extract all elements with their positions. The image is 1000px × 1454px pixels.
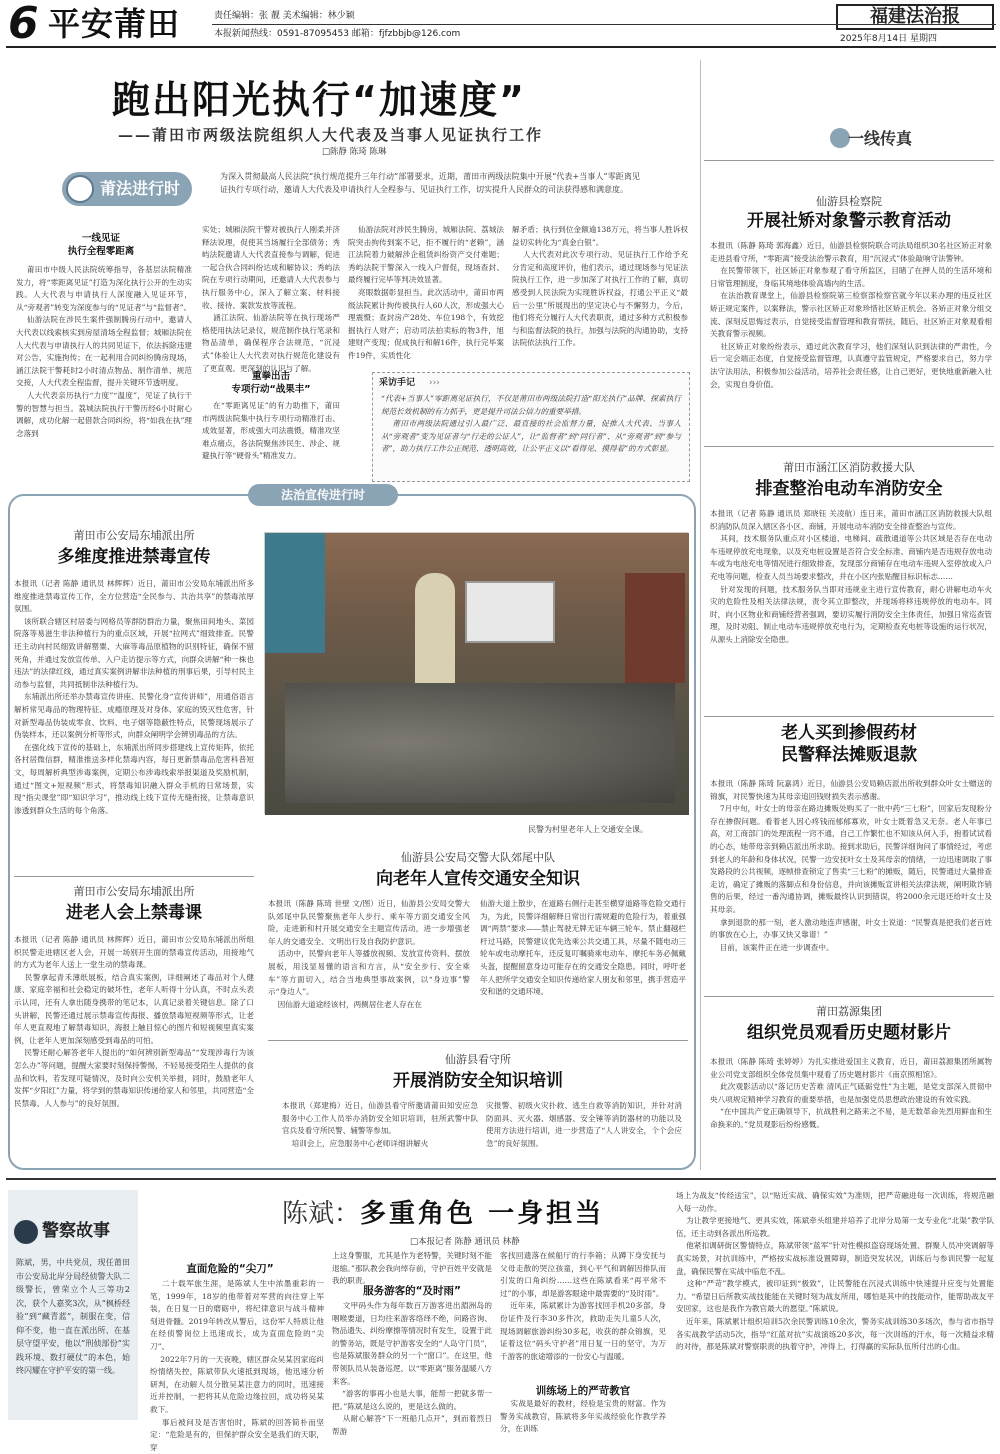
court-badge bbox=[62, 172, 192, 206]
interview-notes-title: 采访手记 bbox=[379, 378, 416, 388]
article1-title: 开展社矫对象警示教育活动 bbox=[747, 211, 951, 231]
police-officer-figure bbox=[415, 573, 455, 693]
hotline-line: 本报新闻热线：0591-87095453 邮箱：fjfzbbjb@126.com bbox=[214, 29, 461, 39]
b3-body-col2: 仙游大道上散步，在道路右侧行走甚至横穿道路等危险交通行为，为此，民警详细解释日常出行需规避的危险行为，着重强调“两禁”要求——禁止驾驶无牌无证车辆三轮车、禁止翻越栏杆过马路，民警建议优先选乘公共交通工具，尽量不随电动三轮车或电动摩托车，还反复叮嘱骑乘电动车、摩托车务必佩戴头盔，提醒留意身边可能存在的交通安全隐患。同时，呼吁老年人把所学交通安全知识传递给家人朋友和邻里，携手营造平安和谐的交通环境。 bbox=[480, 899, 686, 997]
feature-col2: 文甲码头作为每年数百万游客进出湄洲岛的咽喉要道，日均往来游客络绎不绝，问路咨询、物品遗失、纠纷摩擦等情况时有发生，设置于此的警务站，既是守护游客安全的“人岛守门员”，也是陈斌服务群众的另一个“窗口”。在这里，他带领队员从装备巡逻、以“零距离”服务温暖八方来客。 “游客的事再小也是大事，能帮一把就多帮一把。”陈斌是这么说的，更是这么做的。 从耐心解答“下一班船几点开”，到而着烈日帮游 bbox=[332, 1301, 493, 1436]
projection-screen bbox=[465, 581, 555, 643]
feature-col3-tail: 实战是最好的教材，经验是宝贵的财富。作为警务实战教官，陈斌将多年实战经验化作教学养分，在训练 bbox=[500, 1399, 667, 1434]
interview-notes-text: “代表+当事人”零距离见证执行，不仅是莆田市两级法院打造“阳光执行”品牌、探索执行规范长效机制的有力抓手，更是提升司法公信力的重要举措。 莆田市两级法院通过引入最广泛、最直接的社会监督力量，促推人大代表、当事人从“旁观者”变为见证者与“行走的公证人”，让“监督者”到“同行者”、从“旁观者”到“参与者”，助力执行工作公正规范、透明高效，让公平正义以“看得见、摸得着”的方式彰显。 bbox=[381, 394, 682, 454]
issue-date: 2025年8月14日 星期四 bbox=[840, 34, 937, 44]
feature-headline-name: 陈斌： bbox=[282, 1199, 361, 1229]
right-column-divider bbox=[700, 60, 701, 1170]
poster-board bbox=[265, 533, 325, 653]
court-emblem-icon bbox=[66, 175, 94, 203]
main-col4: 解矛盾；执行到位金额逾138万元，将当事人胜诉权益切实转化为“真金白银”。 人大代表对此次专项行动、见证执行工作给予充分肯定和高度评价，他们表示，通过现场参与见证法院执行工作，进一步加深了对执行工作的了解，真切感受到人民法院为实现胜诉权益，打通公平正义“最后一公里”所展现出的坚定决心与不懈努力，今后，他们将充分履行人大代表职责，通过多种方式积极参与和监督法院的执行，加强与法院的沟通协助，支持法院依法执行工作。 bbox=[512, 225, 689, 348]
bottom-divider bbox=[6, 1178, 996, 1180]
b1-org: 莆田市公安局东埔派出所 bbox=[73, 529, 195, 542]
article2-body: 本报讯（记者 陈静 通讯员 郑晓钰 关凌航）连日来，莆田市涵江区消防救援大队组织消防队员深入辖区各小区、商铺，开展电动车消防安全排查整治与宣传。 其间，技术服务队重点对小区楼道、电梯间、疏散通道等公共区域是否存在电动车违规停放充电现象，以及充电桩设置是否符合安全标准、商铺内是否违规存放电动车或为电池充电等情况进行细致排查，发现部分商铺存在电动车违规入室停放或入户充电等问题，检查人员当场要求整改，并在小区内张贴醒目标识标志…… 针对发现的问题，技术服务队当即对违规业主进行宣传教育，耐心讲解电动车火灾的危险性及相关法律法规，责令其立即整改，并现场将移违规停放的电动车。同时，向小区物业和商铺经营者强调，要切实履行消防安全主体责任，加强日常巡查管理，及时劝阻、制止电动车违规停放充电行为，定期检查充电桩等设施的运行状况，从源头上消除安全隐患。 bbox=[710, 509, 993, 644]
section2-heading: 重拳出击 专项行动“战果丰” bbox=[231, 371, 311, 395]
b4-body-col2: 灾报警、初级火灾扑救、逃生自救等消防知识，并针对消防面具、灭火器、烟感器、安全锤等消防器材的功能以及使用方法进行培训，进一步营造了“人人讲安全，个个会应急”的良好氛围。 bbox=[486, 1101, 682, 1148]
rule bbox=[704, 716, 994, 717]
b1-title: 多维度推进禁毒宣传 bbox=[57, 547, 211, 567]
article1-body: 本报讯（陈静 陈琦 郭海鑫）近日，仙游县检察院联合司法局组织30名社区矫正对象走进县看守所，“零距离”接受法治警示教育，用“沉浸式”体验敲响守法警钟。 在民警带领下，社区矫正对象参观了看守所监区，目睹了在押人员的生活环境和日常管理制度，身临其境地体验高墙内的生活。 在法治教育课堂上，仙游县检察院第三检察部检察官就今年以来办理的违反社区矫正规定案件，以案释法，警示社区矫正对象珍惜社区矫正机会。各矫正对象分组交流、深刻反思悔过表示，自觉接受监督管理和教育帮扶，随后，社区矫正对象观看相关教育警示视频。 社区矫正对象纷纷表示，通过此次教育学习，他们深刻认识到法律的严肃性，今后一定会端正态度，自觉接受监督管理，认真遵守监管规定，严格要求自己，努力学法守法用法，积极参加公益活动，培养社会责任感，让自己更好，更快地重新融入社会，实现自身价值。 bbox=[710, 241, 993, 389]
news-fax-banner bbox=[830, 126, 920, 150]
editors-line: 责任编辑：张 靓 美术编辑：林少颖 bbox=[214, 11, 355, 21]
newspaper-logo: 福建法治报 bbox=[836, 4, 994, 30]
b2-title: 进老人会上禁毒课 bbox=[66, 903, 202, 923]
b2-body: 本报讯（记者 陈静 通讯员 林辉辉）近日，莆田市公安局东埔派出所组织民警走进辖区老人会，开展一场别开生面的禁毒宣传活动，用接地气的方式为老年人送上一堂生动的禁毒课。 民警拿起青禾薄纸展板，结合真实案例，详细阐述了毒品对个人健康、家庭幸福和社会稳定的破坏性，老年人听得十分认真，不时点头表示认同，还有人拿出随身携带的笔记本，认真记录着关键信息。除了口头讲解，民警还通过展示禁毒宣传海报、播放禁毒短视频等形式，让老年人更直观地了解禁毒知识，海报上触目惊心的图片和短视频里真实案例，让老年人更加深刻感受到毒品的可怕。 民警还耐心解答老年人提出的“如何辨别新型毒品”“发现涉毒行为该怎么办”等问题，提醒大家要时刻保持警惕，不轻易接受陌生人提供的食品和饮料，若发现可疑情况，及时向公安机关举报，同时，鼓励老年人发挥“夕阳红”力量，将学到的禁毒知识传递给家人和邻里，共同营造“全民禁毒、人人参与”的良好氛围。 bbox=[14, 935, 254, 1108]
police-badge-icon bbox=[14, 1220, 38, 1244]
b3-org: 仙游县公安局交警大队郊尾中队 bbox=[401, 851, 555, 864]
banner-dot-icon bbox=[830, 128, 850, 148]
feature-section1-heading: 直面危险的“尖刀” bbox=[186, 1263, 274, 1275]
main-headline: 跑出阳光执行“加速度” bbox=[112, 78, 526, 122]
b2-org: 莆田市公安局东埔派出所 bbox=[73, 885, 195, 898]
article4-body: 本报讯（陈静 陈琦 张婷婷）为扎实推进爱国主义教育，近日，莆田荔源集团所属物业公司党支部组织全体党员集中观看了历史题材影片《南京照相馆》。 此次观影活动以“落记历史苦难 清风正气砥砺党性”为主题，是党支部深入贯彻中央八项规定精神学习教育的重要举措，也是加强党员思想政治建设的有效实践。 “在中国共产党正确领导下，抗战胜利之路来之不易，是无数革命先烈用鲜血和生命换来的。”党员观影后纷纷感慨。 bbox=[710, 1057, 992, 1129]
article2-title: 排查整治电动车消防安全 bbox=[755, 479, 943, 499]
main-col2b: 在“零距离见证”的有力助推下，莆田市两级法院集中执行专项行动精准打击、成效显著，形成强大司法震慑，精准攻坚难点痛点，各法院聚焦涉民生、涉企、规避执行等“硬骨头”精准发力。 bbox=[202, 401, 341, 461]
b1-body: 本报讯（记者 陈静 通讯员 林辉辉）近日，莆田市公安局东埔派出所多维度推进禁毒宣传工作，全方位营造“全民参与、共治共享”的禁毒浓厚氛围。 该所联合辖区村居委与网格员等群防群治力量，聚焦田间地头、菜园院落等易滋生非法种植行为的重点区域，开展“拉网式”细致排查。民警还主动向村民细致讲解罂粟、大麻等毒品原植物的识别特征，确保不留死角，并通过发放宣传单、入户走访提示等方式，向群众讲解“种一株也违法”的法律红线，通过真实案例讲解非法种植的刑事后果，引导村民主动参与监督，共同抵制非法种植行为。 东埔派出所还举办禁毒宣传讲座、民警化身“宣传讲师”，用通俗语言解析常见毒品的物理特征、成瘾原理及对身体、家庭的毁灭性危害，针对新型毒品伪装成零食、饮料、电子烟等隐蔽性特点，民警现场展示了伪装样本，还以案例分析等形式，向群众阐明学会辨别毒品的方法。 在强化线下宣传的基础上，东埔派出所同步搭建线上宣传矩阵，依托各村居微信群，精准推送多样化禁毒内容，每日更新禁毒品危害科普短文，每周解析典型涉毒案例，定期公布涉毒线索举报渠道及奖励机制，通过“图文+短视频”形式，将禁毒知识融入群众手机的日常场景，实现“指尖课堂”即“知识学习”，推动线上线下宣传无缝衔接，让禁毒意识渗透到群众生活的每个角落。 bbox=[14, 579, 255, 815]
feature-section2-heading: 服务游客的“及时雨” bbox=[363, 1285, 461, 1297]
section1-heading: 一线见证 执行全程零距离 bbox=[67, 233, 135, 257]
feature-headline-rest: 多重角色 一身担当 bbox=[360, 1199, 605, 1229]
article3-title: 老人买到掺假药材 民警释法摊贩退款 bbox=[781, 723, 917, 765]
page-number: 6 bbox=[8, 0, 39, 49]
feature-headline bbox=[282, 1198, 604, 1230]
main-col1: 莆田市中级人民法院统筹指导，各基层法院精准发力，将“零距离见证”打造为深化执行公开的生动实践。人大代表与申请执行人深度融入见证环节，从“旁观者”转变为深度参与的“见证者”与“监督者”。 仙游法院在涉民生案件强制腾房行动中，邀请人大代表以线索核实到房屋清场全程监督；城厢法院在人大代表与申请执行人的共同见证下，依法拆除违建对公告，实施拘传；在一起利用合同纠纷腾房现场，涵江法院干警耗时2小时清点物品、制作清单、规范交接，人大代表全程监督，提升关键环节透明度。 人大代表亲历执行“力度”“温度”，见证了执行干警的智慧与担当。荔城法院执行干警历经6小时耐心调解，成功化解一起借款合同纠纷，将“如我在执”理念落到 bbox=[16, 265, 193, 438]
article4-org: 莆田荔源集团 bbox=[816, 1005, 882, 1018]
main-subtitle: ——莆田市两级法院组织人大代表及当事人见证执行工作 bbox=[118, 126, 544, 144]
legal-propaganda-banner: 法治宣传进行时 bbox=[248, 484, 398, 506]
rule bbox=[268, 1040, 688, 1041]
rule bbox=[14, 876, 254, 877]
feature-byline: □本报记者 陈静 通讯员 林静 bbox=[410, 1237, 520, 1247]
b4-title: 开展消防安全知识培训 bbox=[393, 1071, 563, 1091]
interview-notes-box bbox=[372, 372, 690, 482]
chevron-right-icon: ››› bbox=[429, 378, 440, 388]
article1-org: 仙游县检察院 bbox=[816, 195, 882, 208]
feature-col2-top: 上这身警服，尤其是作为老特警，关键时刻不能退缩。”那队教会我向绰存前，守护百姓平安就是我的职责。 bbox=[332, 1251, 492, 1286]
court-badge-label: 莆法进行时 bbox=[100, 179, 181, 198]
main-lead: 为深入贯彻最高人民法院“执行规范提升三年行动”部署要求，近期，莆田市两级法院集中开展“代表+当事人”零距离见证执行专项行动，邀请人大代表及申请执行人全程参与、见证执行工作，切实提升人民群众的司法获得感和满意度。 bbox=[220, 172, 640, 194]
feature-col3: 客找回遗落在候船厅的行李箱；从蹲下身安抚与父母走散的哭泣孩童，到心平气和调解因排队而引发的口角纠纷……这些在陈斌看来“再平常不过”的小事，却是游客眼途中最需要的“及时雨”。 近年来，陈斌累计为游客找回手机20多部，身份证件及行李30多件次，救助走失儿童5人次，现场调解旅游纠纷30多起，收获的群众锦旗，见证着这位“码头守护者”用日复一日的坚守，为万千游客的旅途增添的一份安心与温暖。 bbox=[500, 1251, 666, 1361]
feature-section3-heading: 训练场上的严苛教官 bbox=[535, 1385, 631, 1397]
rule bbox=[704, 446, 994, 447]
main-col2: 实处；城厢法院干警对被执行人刚柔并济释法说理，促使其当场履行全部债务；秀屿法院邀请人大代表直接参与调解，促进一起合伙合同纠纷达成和解协议；秀屿法院在专项行动期间，还邀请人大代表参与执行服务中心，深入了解立案、材料接收、接待、案款发放等流程。 涵江法院、仙游法院等在执行现场严格使用执法记录仪，规范制作执行笔录和物品清单，确保程序合法规范，“沉浸式”体验让人大代表对执行规范化建设有了更直观、更深刻的认识与了解。 bbox=[202, 225, 341, 373]
rule bbox=[704, 996, 994, 997]
traffic-class-photo bbox=[264, 532, 688, 814]
news-fax-label: 一线传真 bbox=[848, 129, 913, 148]
article4-title: 组织党员观看历史题材影片 bbox=[747, 1023, 951, 1043]
article3-body: 本报讯（陈静 陈琦 阮嘉鸿）近日，仙游县公安局赖店派出所收到群众叶女士赠送的锦旗，对民警快速为其母亲追回钱财损失表示感谢。 7月中旬，叶女士的母亲在路边摊贩处购买了一批中药“三七粉”，回家后发现粉分存在掺假问题。看着老人因心疼钱而郁郁寡欢，叶女士既着急又无奈。老人年事已高，对工商部门的处理流程一窍不通，自己工作繁忙也不知该从何入手，抱着试试看的心态，她带母亲到赖店派出所求助。接到求助后，民警详细询问了事情经过，考虑到老人的年龄和身体状况，民警一边安抚叶女士及其母亲的情绪，一边迅速调取了事发路段的公共视频，逐帧排查锁定了售卖“三七粉”的摊贩，随后，民警通过大量排查走访，确定了摊贩的落脚点和身份信息，并向该摊贩宣讲相关法律法规，阐明欺诈销售的后果，经过一番沟通协调，摊贩最终认识到错误，将2000余元退还给叶女士及其母亲。 拿到退款的那一刻，老人激动地连声感谢，叶女士说道：“民警真是把我们老百姓的事放在心上，办事又快又靠谱！” 目前，该案件正在进一步调查中。 bbox=[710, 779, 992, 952]
b3-body-col1: 本报讯（陈静 陈琦 世壁 文/图）近日，仙游县公安局交警大队郊尾中队民警聚焦老年人步行、乘车等方面交通安全风险，走进新和村开展交通安全主题宣传活动，进一步增强老年人的交通安全、文明出行及自我防护意识。 活动中，民警向老年人等播放视频、发放宣传资料、摆放展板，用浅显易懂的语言和方言，从“安全步行、安全乘车”等方面切入，结合当地典型事故案例，以“身边事”警示“身边人”。 因仙游大道途经该村，两侧居住老人存在在 bbox=[268, 899, 470, 1009]
feature-col4: 场上为战友“传经送宝”，以“贴近实战、确保实效”为准则，把严苛融进每一次训练，将规范融入每一动作。 为让教学更接地气、更具实效，陈斌牵头组建并培养了北岸分局第一支专业化“北渠”教学队伍，还主动到各派出所巡教。 他紧扣调研街区警情特点，陈斌带领“蓝军”针对性模拟盗窃现场处置、群聚人员冲突调解等真实场景，对抗训练中，严格按实战标准设置障碍，制造突发状况，训练后与参训民警一起复盘，确保民警在实战中临危不乱。 这种“严苛”教学模式，被印证到“极致”，让民警能在沉浸式训练中快速提升应变与处置能力。“希望日后所教实战技能能在关键时刻为战友所用，哪怕是其中的技能动作，能帮助战友平安回家，这也是我作为教官最大的愿望。”陈斌说。 近年来，陈斌累计组织培训5次余民警训练10余次，警务实战训练30多场次，参与省市指导各实战教学活动5次，指导“红蓝对抗”实战演练20多次，每一次训练的汗水，每一次精益求精的对待，都是陈斌对警察职责的执着守护，冲得上、打得赢的实际队伍所付出的心血。 bbox=[676, 1191, 995, 1352]
photo-caption: 民警为村里老年人上交通安全课。 bbox=[528, 825, 648, 834]
profile-text: 陈斌，男，中共党员，现任莆田市公安局北岸分局经侦警大队二级警长，曾荣立个人三等功2次，获个人嘉奖3次，从“枫桥经验”到“藏青蓝”，制服在变，信仰不变，他一直在派出所、在基层守望平安，他以“刑侦部份”实践环境、数打硬仗”的本色，始终闪耀在守护平安的第一线。 bbox=[16, 1258, 130, 1375]
b3-title: 向老年人宣传交通安全知识 bbox=[376, 869, 580, 889]
police-story-label: 警察故事 bbox=[42, 1221, 110, 1241]
header-bottom-rule bbox=[6, 46, 996, 48]
main-byline: □陈静 陈琦 陈琳 bbox=[322, 147, 387, 157]
feature-col1: 二十载军旅生涯，是陈斌人生中浓墨重彩的一笔，1999年，18岁的他带着对军营的向往穿上军装，在日复一日的磨砺中，将纪律意识与战斗精神刻进骨髓。2019年转改从警后，这份军人特质让他在经侦警岗位上迅速成长，成为直面危险的“尖刀”。 2022年7月的一天夜晚，辖区群众吴某因家庭纠纷情绪失控，陈斌带队火速抵到现场，他迅速分析研判，在动解人员分散吴某注意力的同时，迅速接近并控制，一把将其从危险边缘拉回，成功将吴某救下。 事后被问及是否害怕时，陈斌的回答简朴而坚定：“危险是有的，但保护群众安全是我们的天职，穿 bbox=[150, 1279, 325, 1452]
rule bbox=[704, 160, 994, 161]
section-title: 平安莆田 bbox=[48, 5, 181, 43]
audience-crowd bbox=[285, 683, 675, 803]
header-rule bbox=[212, 24, 996, 25]
wooden-door bbox=[625, 573, 685, 683]
police-story-badge bbox=[14, 1218, 130, 1246]
main-col3: 仙游法院对涉民生腾房，城厢法院、荔城法院突击拘传到案不记，拒不履行的“老赖”，涵江法院着力破解涉企租赁纠纷资产交付难题；秀屿法院干警深入一线入户督促，现场查封、最终履行完毕等判决效显著。 亮眼数据彰显担当。此次活动中，莆田市两级法院累计拘传被执行人60人次，形成强大心理震慑；查封房产28处、车位198个，有效挖掘执行人财产；启动司法拍卖标的物3件，旭建财产变现；促成执行和解16件，执行完毕案件19件，实质性化 bbox=[348, 225, 504, 360]
b4-org: 仙游县看守所 bbox=[445, 1053, 511, 1066]
article2-org: 莆田市涵江区消防救援大队 bbox=[783, 461, 915, 474]
b4-body-col1: 本报讯（郑建梅）近日，仙游县看守所邀请莆田知安应急服务中心工作人员举办消防安全知识培训，驻所武警中队官兵及看守所民警、辅警等参加。 培训会上，应急服务中心老师详细讲解火 bbox=[282, 1101, 478, 1148]
